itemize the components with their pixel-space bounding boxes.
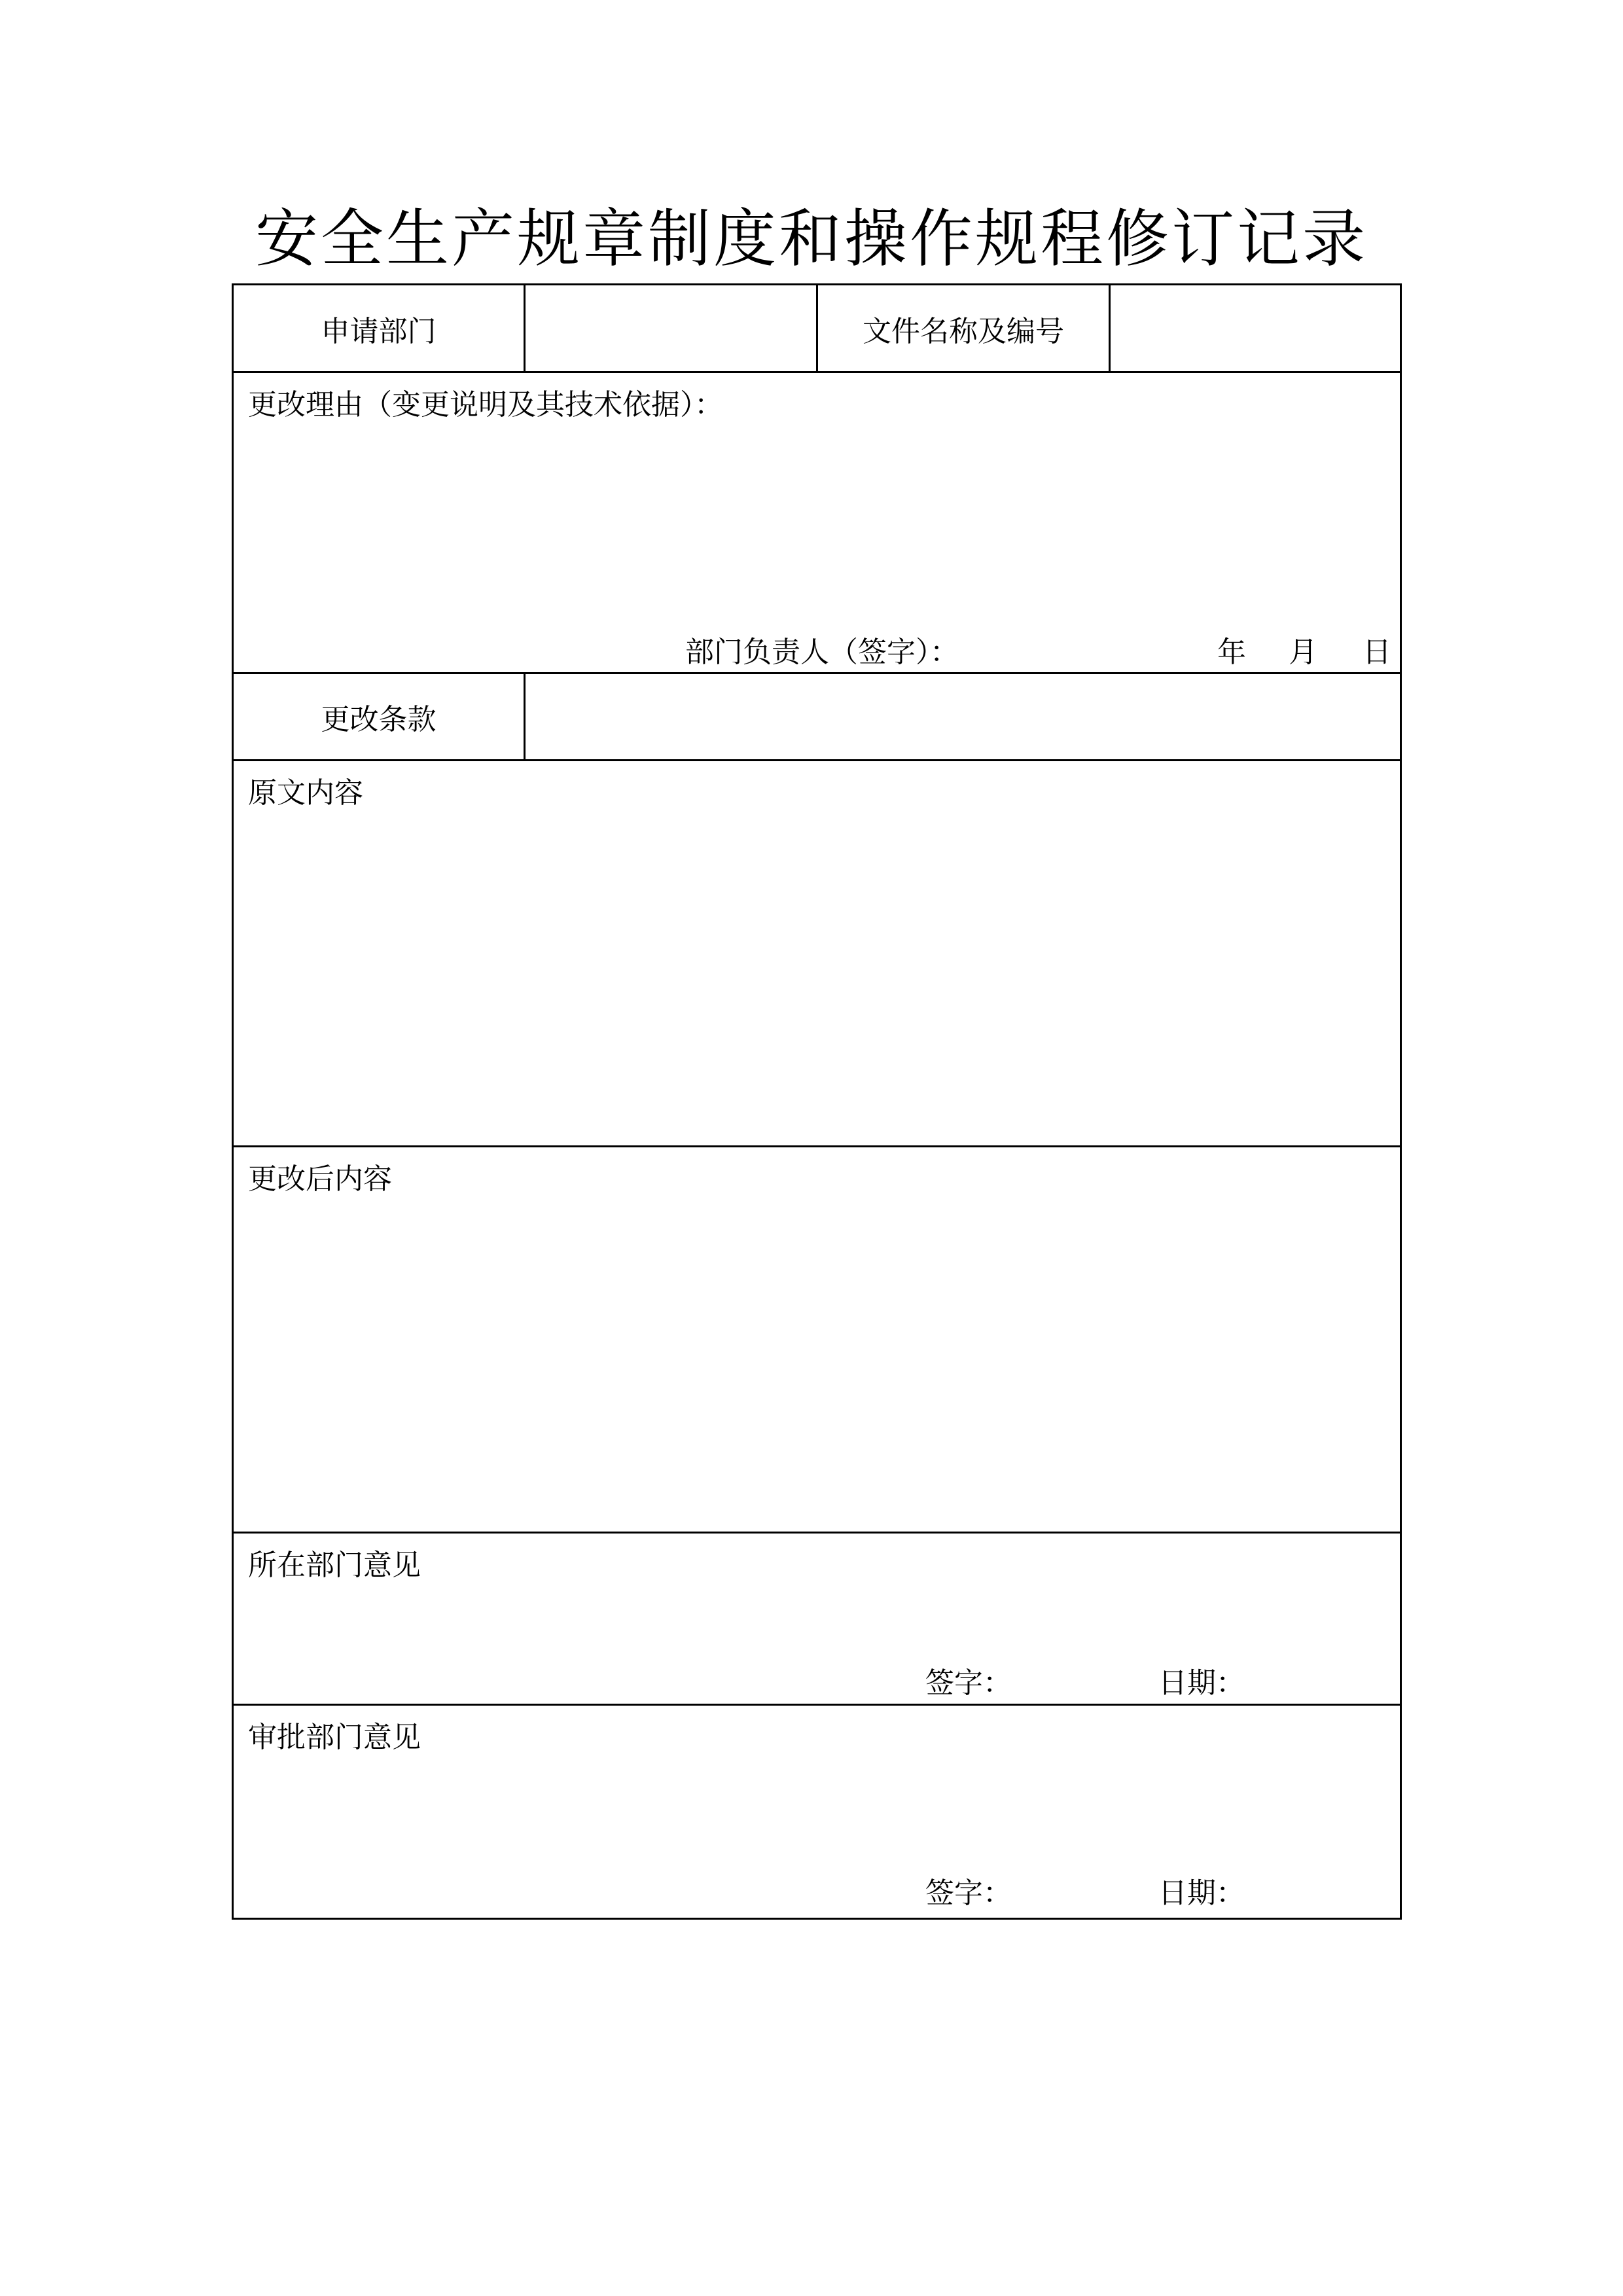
reason-fill-area[interactable]	[247, 425, 1387, 620]
reason-section	[234, 373, 1400, 674]
dept-opinion-fill-area[interactable]	[247, 1586, 1387, 1658]
approval-opinion-fill-area[interactable]	[247, 1758, 1387, 1872]
file-label: 文件名称及编号	[863, 314, 1064, 348]
day-label: 日	[1363, 636, 1391, 669]
header-row	[234, 285, 1400, 373]
file-label-cell	[818, 285, 1111, 371]
original-content-section	[234, 761, 1400, 1147]
clause-value-cell[interactable]	[526, 674, 1400, 759]
dept-value-cell[interactable]	[526, 285, 818, 371]
signer-label: 部门负责人（签字）：	[685, 636, 959, 669]
revised-content-label: 更改后内容	[248, 1162, 392, 1196]
approval-opinion-label: 审批部门意见	[248, 1721, 421, 1754]
approval-opinion-sign-label: 签字：	[925, 1876, 1012, 1910]
approval-opinion-section	[234, 1706, 1400, 1918]
dept-opinion-section	[234, 1534, 1400, 1706]
revised-content-fill-area[interactable]	[247, 1200, 1387, 1518]
clause-label-cell	[234, 674, 526, 759]
clause-row	[234, 674, 1400, 761]
year-label: 年	[1217, 636, 1246, 669]
dept-opinion-date-label: 日期：	[1158, 1666, 1245, 1700]
month-label: 月	[1289, 636, 1317, 669]
original-content-label: 原文内容	[248, 776, 363, 810]
file-value-cell[interactable]	[1111, 285, 1400, 371]
reason-label: 更改理由（变更说明及其技术依据）：	[248, 388, 723, 422]
dept-opinion-label: 所在部门意见	[248, 1549, 421, 1582]
dept-label: 申请部门	[321, 314, 437, 348]
revision-record-form	[232, 283, 1402, 1920]
original-content-fill-area[interactable]	[247, 814, 1387, 1132]
document-title: 安全生产规章制度和操作规程修订记录	[255, 202, 1368, 276]
clause-label: 更改条款	[321, 703, 437, 736]
revised-content-section	[234, 1147, 1400, 1534]
approval-opinion-date-label: 日期：	[1158, 1876, 1245, 1910]
dept-label-cell	[234, 285, 526, 371]
dept-opinion-sign-label: 签字：	[925, 1666, 1012, 1700]
